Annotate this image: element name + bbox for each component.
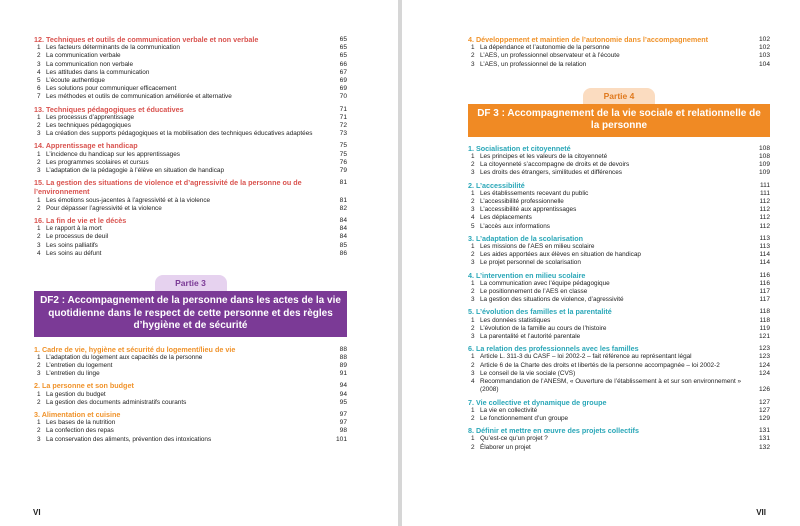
toc-entry-number: 7 bbox=[37, 93, 41, 101]
toc-entry-text: Les soins au défunt bbox=[46, 249, 102, 257]
toc-entry-text: La communication verbale bbox=[46, 52, 121, 60]
toc-entry-number: 3 bbox=[471, 206, 475, 214]
right-toc bbox=[468, 35, 770, 455]
toc-page-number: 116 bbox=[759, 279, 770, 287]
toc-entry-text: L’AES, un professionnel de la relation bbox=[480, 60, 587, 68]
toc-section-title[interactable] bbox=[468, 271, 770, 280]
toc-page-number: 91 bbox=[339, 370, 347, 378]
toc-entry-text: La communication non verbale bbox=[46, 60, 134, 68]
toc-section-title-text: 5. L’évolution des familles et la parentalité bbox=[468, 307, 612, 317]
toc-entry[interactable] bbox=[34, 159, 347, 167]
toc-entry[interactable] bbox=[468, 415, 770, 423]
toc-page-number: 88 bbox=[339, 345, 347, 353]
toc-entry-text: Pour dépasser l’agressivité et la violence bbox=[46, 204, 162, 212]
toc-page-number: 113 bbox=[759, 234, 770, 242]
toc-entry-text: Le processus de deuil bbox=[46, 233, 109, 241]
toc-entry-number: 6 bbox=[37, 85, 41, 93]
toc-page-number: 89 bbox=[339, 361, 347, 369]
toc-entry-number: 3 bbox=[37, 130, 41, 138]
toc-section-title-text: 7. Vie collective et dynamique de groupe bbox=[468, 397, 607, 407]
toc-section-title[interactable] bbox=[34, 410, 347, 419]
toc-section-title-text: 16. La fin de vie et le décès bbox=[34, 216, 127, 226]
toc-section bbox=[468, 426, 770, 455]
toc-entry-number: 1 bbox=[471, 243, 475, 251]
toc-entry[interactable] bbox=[468, 317, 770, 325]
toc-page-number: 84 bbox=[339, 233, 347, 241]
toc-entry-number: 2 bbox=[471, 52, 475, 60]
toc-entry-text: Les émotions sous-jacentes à l’agressivité et à la violence bbox=[46, 196, 211, 204]
toc-entry-text: Recommandation de l’ANESM, « Ouverture de l’établissement à et sur son environnement » (2008) bbox=[480, 378, 742, 394]
toc-section-title-text: 1. Socialisation et citoyenneté bbox=[468, 143, 571, 153]
toc-section bbox=[34, 35, 347, 105]
toc-entry[interactable] bbox=[34, 61, 347, 69]
toc-entry-number: 4 bbox=[471, 214, 475, 222]
toc-page-number: 109 bbox=[758, 169, 770, 177]
toc-entry[interactable] bbox=[34, 44, 347, 52]
toc-entry[interactable] bbox=[468, 52, 770, 60]
toc-page-number: 127 bbox=[758, 406, 770, 414]
toc-entry-number: 3 bbox=[471, 296, 475, 304]
toc-entry-text: Les données statistiques bbox=[480, 316, 551, 324]
toc-entry-text: Élaborer un projet bbox=[480, 443, 531, 451]
toc-page-number: 119 bbox=[759, 324, 770, 332]
toc-page-number: 117 bbox=[759, 288, 770, 296]
toc-entry[interactable] bbox=[34, 197, 347, 205]
toc-entry-number: 3 bbox=[471, 259, 475, 267]
toc-section bbox=[34, 345, 347, 382]
toc-entry-text: Les aides apportées aux élèves en situation de handicap bbox=[480, 251, 641, 259]
toc-page-number: 124 bbox=[758, 361, 770, 369]
toc-entry-text: L’accès aux informations bbox=[480, 222, 550, 230]
toc-entry-text: L’AES, un professionnel observateur et à l’écoute bbox=[480, 52, 620, 60]
page-folio-right: VII bbox=[756, 508, 766, 517]
toc-page-number: 95 bbox=[339, 398, 347, 406]
toc-page-number: 81 bbox=[339, 179, 347, 187]
toc-entry-number: 1 bbox=[471, 153, 475, 161]
toc-page-number: 97 bbox=[339, 419, 347, 427]
toc-entry[interactable] bbox=[468, 198, 770, 206]
toc-page-number: 121 bbox=[758, 333, 770, 341]
toc-entry-number: 2 bbox=[37, 233, 41, 241]
toc-page-number: 98 bbox=[339, 427, 347, 435]
toc-page-number: 94 bbox=[339, 390, 347, 398]
toc-entry[interactable] bbox=[34, 242, 347, 250]
toc-entry-number: 1 bbox=[471, 316, 475, 324]
toc-section bbox=[468, 344, 770, 397]
toc-page-number: 81 bbox=[339, 196, 347, 204]
toc-entry[interactable] bbox=[468, 153, 770, 161]
toc-entry[interactable] bbox=[468, 214, 770, 222]
toc-section bbox=[468, 271, 770, 308]
toc-page-number: 71 bbox=[339, 113, 347, 121]
toc-entry-text: L’écoute authentique bbox=[46, 77, 105, 85]
toc-section bbox=[34, 381, 347, 410]
toc-entry-number: 5 bbox=[37, 77, 41, 85]
toc-entry-number: 2 bbox=[471, 324, 475, 332]
toc-entry-number: 1 bbox=[471, 189, 475, 197]
toc-entry[interactable] bbox=[34, 130, 347, 138]
toc-entry[interactable] bbox=[468, 296, 770, 304]
toc-section-title-text: 4. Développement et maintien de l’autonomie dans l’accompagnement bbox=[468, 35, 709, 44]
toc-entry-number: 2 bbox=[37, 122, 41, 130]
toc-entry[interactable] bbox=[468, 325, 770, 333]
toc-entry[interactable] bbox=[34, 93, 347, 101]
toc-entry-text: L’entretien du linge bbox=[46, 370, 100, 378]
toc-entry-number: 2 bbox=[471, 198, 475, 206]
toc-entry[interactable] bbox=[468, 61, 770, 69]
toc-entry-text: Article 6 de la Charte des droits et libertés de la personne accompagnée – loi 2002-2 bbox=[480, 361, 720, 369]
toc-section-title[interactable] bbox=[34, 178, 347, 196]
toc-entry-number: 2 bbox=[471, 443, 475, 451]
toc-page-number: 112 bbox=[759, 214, 770, 222]
toc-entry-number: 1 bbox=[471, 406, 475, 414]
toc-section-title-text: 15. La gestion des situations de violence et d’agressivité de la personne ou de l’environnement bbox=[34, 178, 302, 197]
toc-entry-number: 2 bbox=[471, 414, 475, 422]
toc-page-number: 118 bbox=[759, 316, 770, 324]
toc-entry[interactable] bbox=[468, 161, 770, 169]
toc-entry-number: 3 bbox=[37, 60, 41, 68]
toc-entry-number: 1 bbox=[37, 419, 41, 427]
toc-page-number: 111 bbox=[759, 181, 770, 189]
toc-section bbox=[34, 141, 347, 178]
toc-entry[interactable] bbox=[34, 167, 347, 175]
toc-page-number: 101 bbox=[335, 435, 347, 443]
toc-page-number: 65 bbox=[339, 44, 347, 52]
toc-section bbox=[468, 234, 770, 271]
toc-entry-number: 2 bbox=[471, 361, 475, 369]
toc-section-title[interactable] bbox=[34, 345, 347, 354]
toc-page-number: 75 bbox=[339, 150, 347, 158]
toc-page-number: 65 bbox=[339, 52, 347, 60]
toc-entry-text: Les attitudes dans la communication bbox=[46, 68, 150, 76]
toc-section-title-text: 12. Techniques et outils de communication verbale et non verbale bbox=[34, 35, 259, 44]
toc-entry[interactable] bbox=[468, 378, 770, 394]
toc-entry[interactable] bbox=[34, 399, 347, 407]
toc-entry-number: 2 bbox=[37, 361, 41, 369]
toc-section-title[interactable] bbox=[468, 344, 770, 353]
toc-page-number: 123 bbox=[758, 345, 770, 353]
toc-entry[interactable] bbox=[34, 122, 347, 130]
toc-section bbox=[468, 398, 770, 427]
toc-entry-text: La dépendance et l’autonomie de la personne bbox=[480, 44, 610, 52]
toc-entry-number: 2 bbox=[471, 251, 475, 259]
toc-page-number: 104 bbox=[758, 60, 770, 68]
toc-section bbox=[468, 144, 770, 181]
toc-section-title[interactable] bbox=[468, 181, 770, 190]
toc-entry-text: L’évolution de la famille au cours de l’histoire bbox=[480, 324, 607, 332]
toc-entry-number: 2 bbox=[37, 52, 41, 60]
toc-section bbox=[34, 216, 347, 261]
toc-entry-text: Les techniques pédagogiques bbox=[46, 122, 131, 130]
toc-entry-text: La gestion des documents administratifs courants bbox=[46, 398, 187, 406]
toc-entry[interactable] bbox=[468, 259, 770, 267]
toc-entry[interactable] bbox=[468, 280, 770, 288]
toc-page-number: 85 bbox=[339, 241, 347, 249]
toc-page-number: 112 bbox=[759, 206, 770, 214]
toc-entry[interactable] bbox=[468, 435, 770, 443]
toc-section-title[interactable] bbox=[468, 144, 770, 153]
toc-entry[interactable] bbox=[34, 151, 347, 159]
toc-entry-text: La confection des repas bbox=[46, 427, 114, 435]
toc-page-number: 118 bbox=[759, 308, 770, 316]
toc-page-number: 113 bbox=[759, 243, 770, 251]
toc-page-number: 109 bbox=[758, 161, 770, 169]
toc-entry-text: L’incidence du handicap sur les apprentissages bbox=[46, 150, 180, 158]
toc-section bbox=[34, 105, 347, 142]
toc-entry-number: 1 bbox=[37, 196, 41, 204]
toc-entry[interactable] bbox=[34, 427, 347, 435]
toc-page-number: 97 bbox=[339, 411, 347, 418]
toc-entry-number: 1 bbox=[471, 44, 475, 52]
toc-entry[interactable] bbox=[34, 233, 347, 241]
toc-page-number: 84 bbox=[339, 225, 347, 233]
toc-section-title[interactable] bbox=[34, 381, 347, 390]
toc-section-title-text: 8. Définir et mettre en œuvre des projets collectifs bbox=[468, 426, 639, 436]
toc-entry[interactable] bbox=[468, 223, 770, 231]
toc-entry-number: 1 bbox=[471, 353, 475, 361]
toc-page-number: 84 bbox=[339, 217, 347, 225]
toc-entry[interactable] bbox=[34, 77, 347, 85]
toc-entry[interactable] bbox=[468, 362, 770, 370]
toc-page-number: 76 bbox=[339, 158, 347, 166]
toc-entry[interactable] bbox=[34, 114, 347, 122]
toc-entry-text: Les missions de l’AES en milieu scolaire bbox=[480, 243, 595, 251]
left-page bbox=[0, 0, 398, 526]
toc-entry-number: 2 bbox=[37, 427, 41, 435]
toc-section-title[interactable] bbox=[468, 398, 770, 407]
toc-page-number: 123 bbox=[758, 353, 770, 361]
toc-section-title[interactable] bbox=[468, 234, 770, 243]
toc-entry-number: 2 bbox=[37, 158, 41, 166]
toc-entry-number: 3 bbox=[471, 333, 475, 341]
toc-entry[interactable] bbox=[468, 206, 770, 214]
toc-section-title[interactable] bbox=[34, 35, 347, 44]
toc-entry-text: La gestion des situations de violence, d’agressivité bbox=[480, 296, 624, 304]
toc-page-number: 129 bbox=[758, 414, 770, 422]
toc-entry[interactable] bbox=[468, 444, 770, 452]
toc-page-number: 102 bbox=[758, 36, 770, 43]
toc-page-number: 112 bbox=[759, 222, 770, 230]
toc-entry-text: Les solutions pour communiquer efficacement bbox=[46, 85, 177, 93]
toc-entry-number: 3 bbox=[37, 370, 41, 378]
toc-section bbox=[34, 178, 347, 216]
toc-entry-number: 1 bbox=[37, 113, 41, 121]
toc-entry[interactable] bbox=[468, 169, 770, 177]
toc-entry-text: La gestion du budget bbox=[46, 390, 106, 398]
toc-page-number: 114 bbox=[759, 259, 770, 267]
toc-page-number: 70 bbox=[339, 93, 347, 101]
toc-entry-number: 1 bbox=[471, 279, 475, 287]
toc-entry-text: Le rapport à la mort bbox=[46, 225, 102, 233]
toc-entry-number: 2 bbox=[37, 204, 41, 212]
toc-page-number: 86 bbox=[339, 249, 347, 257]
toc-entry-text: Les processus d’apprentissage bbox=[46, 113, 135, 121]
toc-page-number: 75 bbox=[339, 142, 347, 150]
toc-entry-text: Le projet personnel de scolarisation bbox=[480, 259, 581, 267]
toc-entry-text: Les droits des étrangers, similitudes et différences bbox=[480, 169, 622, 177]
left-toc bbox=[34, 35, 347, 447]
df3-banner: DF 3 : Accompagnement de la vie sociale et relationnelle de la personne bbox=[468, 104, 770, 137]
toc-section-title-text: 13. Techniques pédagogiques et éducatives bbox=[34, 104, 184, 114]
toc-section bbox=[34, 410, 347, 447]
toc-page-number: 112 bbox=[759, 198, 770, 206]
toc-entry[interactable] bbox=[468, 333, 770, 341]
toc-entry-number: 3 bbox=[37, 241, 41, 249]
toc-section bbox=[468, 35, 770, 72]
toc-page-number: 73 bbox=[339, 130, 347, 138]
toc-page-number: 82 bbox=[339, 204, 347, 212]
toc-entry[interactable] bbox=[34, 250, 347, 258]
toc-page-number: 124 bbox=[758, 369, 770, 377]
toc-entry-text: Article L. 311-3 du CASF – loi 2002-2 – fait référence au représentant légal bbox=[480, 353, 692, 361]
toc-entry-text: L’accessibilité professionnelle bbox=[480, 198, 564, 206]
toc-entry-number: 1 bbox=[471, 435, 475, 443]
toc-entry[interactable] bbox=[468, 243, 770, 251]
toc-entry-number: 1 bbox=[37, 150, 41, 158]
toc-page-number: 79 bbox=[339, 167, 347, 175]
toc-entry-number: 4 bbox=[37, 68, 41, 76]
toc-section-title[interactable] bbox=[34, 141, 347, 150]
partie-4-tab: Partie 4 bbox=[583, 88, 655, 104]
toc-section-title[interactable] bbox=[468, 35, 770, 44]
toc-page-number: 65 bbox=[339, 36, 347, 43]
toc-page-number: 117 bbox=[759, 296, 770, 304]
toc-section-title-text: 1. Cadre de vie, hygiène et sécurité du logement/lieu de vie bbox=[34, 344, 236, 354]
toc-section-title[interactable] bbox=[468, 307, 770, 316]
toc-entry-text: Les facteurs déterminants de la communication bbox=[46, 44, 180, 52]
toc-entry[interactable] bbox=[468, 190, 770, 198]
toc-section-title-text: 2. La personne et son budget bbox=[34, 381, 134, 391]
toc-entry-number: 3 bbox=[471, 169, 475, 177]
toc-entry-number: 2 bbox=[471, 288, 475, 296]
toc-section-title[interactable] bbox=[34, 105, 347, 114]
toc-section-title-text: 3. L’adaptation de la scolarisation bbox=[468, 233, 584, 243]
toc-entry-text: L’adaptation de la pédagogie à l’élève en situation de handicap bbox=[46, 167, 225, 175]
toc-entry-text: La citoyenneté s’accompagne de droits et de devoirs bbox=[480, 161, 630, 169]
toc-page-number: 103 bbox=[758, 52, 770, 60]
toc-page-number: 126 bbox=[758, 386, 770, 394]
toc-entry-number: 4 bbox=[471, 378, 475, 386]
toc-entry-text: Le conseil de la vie sociale (CVS) bbox=[480, 369, 576, 377]
toc-entry-text: La communication avec l’équipe pédagogique bbox=[480, 279, 610, 287]
toc-section-title[interactable] bbox=[468, 426, 770, 435]
toc-entry[interactable] bbox=[468, 251, 770, 259]
toc-entry-number: 3 bbox=[37, 435, 41, 443]
toc-page-number: 69 bbox=[339, 85, 347, 93]
toc-entry-text: Les bases de la nutrition bbox=[46, 419, 116, 427]
toc-entry-text: L’adaptation du logement aux capacités de la personne bbox=[46, 353, 203, 361]
toc-entry[interactable] bbox=[34, 225, 347, 233]
toc-section bbox=[468, 181, 770, 234]
toc-page-number: 88 bbox=[339, 353, 347, 361]
toc-entry-text: La création des supports pédagogiques et la mobilisation des techniques éducatives adaptées bbox=[46, 130, 313, 138]
toc-page-number: 69 bbox=[339, 77, 347, 85]
df2-banner: DF2 : Accompagnement de la personne dans les actes de la vie quotidienne dans le respect de cette personne et des règles d’hygiène et de sécurité bbox=[34, 291, 347, 337]
toc-entry-text: La conservation des aliments, prévention des intoxications bbox=[46, 435, 212, 443]
toc-entry-number: 1 bbox=[37, 44, 41, 52]
toc-entry-text: Les programmes scolaires et cursus bbox=[46, 158, 149, 166]
toc-page-number: 116 bbox=[759, 271, 770, 279]
toc-entry-text: Les déplacements bbox=[480, 214, 532, 222]
toc-page-number: 114 bbox=[759, 251, 770, 259]
toc-entry-text: Qu’est-ce qu’un projet ? bbox=[480, 435, 548, 443]
toc-page-number: 72 bbox=[339, 122, 347, 130]
toc-page-number: 131 bbox=[758, 427, 770, 435]
page-folio-left: VI bbox=[33, 508, 41, 517]
toc-entry[interactable] bbox=[468, 288, 770, 296]
toc-entry-text: La vie en collectivité bbox=[480, 406, 538, 414]
partie-3-tab: Partie 3 bbox=[155, 275, 227, 291]
toc-page-number: 94 bbox=[339, 382, 347, 390]
toc-entry-text: Le positionnement de l’AES en classe bbox=[480, 288, 588, 296]
toc-entry-number: 2 bbox=[471, 161, 475, 169]
toc-page-number: 127 bbox=[758, 398, 770, 406]
toc-entry-text: L’entretien du logement bbox=[46, 361, 113, 369]
toc-entry[interactable] bbox=[34, 52, 347, 60]
toc-entry[interactable] bbox=[34, 354, 347, 362]
toc-page-number: 131 bbox=[758, 435, 770, 443]
toc-entry-number: 1 bbox=[37, 390, 41, 398]
toc-entry-number: 1 bbox=[37, 225, 41, 233]
toc-entry-text: Le fonctionnement d’un groupe bbox=[480, 414, 569, 422]
toc-page-number: 108 bbox=[758, 144, 770, 152]
toc-entry[interactable] bbox=[468, 370, 770, 378]
toc-entry[interactable] bbox=[468, 44, 770, 52]
toc-page-number: 102 bbox=[758, 44, 770, 52]
toc-section-title-text: 14. Apprentissage et handicap bbox=[34, 141, 138, 151]
toc-entry-number: 3 bbox=[37, 167, 41, 175]
toc-page-number: 66 bbox=[339, 60, 347, 68]
toc-entry[interactable] bbox=[34, 362, 347, 370]
toc-entry-text: La parentalité et l’autorité parentale bbox=[480, 333, 581, 341]
toc-entry-number: 4 bbox=[37, 249, 41, 257]
toc-page-number: 132 bbox=[758, 443, 770, 451]
toc-page-number: 71 bbox=[339, 105, 347, 113]
toc-entry[interactable] bbox=[34, 69, 347, 77]
toc-section bbox=[468, 307, 770, 344]
toc-entry[interactable] bbox=[34, 419, 347, 427]
toc-page-number: 111 bbox=[759, 189, 770, 197]
toc-entry[interactable] bbox=[468, 353, 770, 361]
toc-entry-number: 5 bbox=[471, 222, 475, 230]
toc-entry-text: L’accessibilité aux apprentissages bbox=[480, 206, 577, 214]
toc-entry-text: Les méthodes et outils de communication améliorée et alternative bbox=[46, 93, 232, 101]
toc-entry-number: 1 bbox=[37, 353, 41, 361]
toc-page-number: 67 bbox=[339, 68, 347, 76]
toc-entry[interactable] bbox=[468, 407, 770, 415]
toc-entry-number: 3 bbox=[471, 60, 475, 68]
toc-entry-text: Les soins palliatifs bbox=[46, 241, 98, 249]
toc-entry-number: 3 bbox=[471, 369, 475, 377]
right-page bbox=[402, 0, 800, 526]
toc-section-title-text: 2. L’accessibilité bbox=[468, 180, 525, 190]
toc-entry-text: Les établissements recevant du public bbox=[480, 189, 589, 197]
toc-entry[interactable] bbox=[34, 85, 347, 93]
toc-entry[interactable] bbox=[34, 436, 347, 444]
toc-section-title-text: 6. La relation des professionnels avec les familles bbox=[468, 344, 639, 354]
toc-entry-text: Les principes et les valeurs de la citoyenneté bbox=[480, 153, 608, 161]
toc-section-title[interactable] bbox=[34, 216, 347, 225]
toc-entry[interactable] bbox=[34, 370, 347, 378]
toc-section-title-text: 3. Alimentation et cuisine bbox=[34, 410, 121, 419]
toc-entry-number: 2 bbox=[37, 398, 41, 406]
toc-section-title-text: 4. L’intervention en milieu scolaire bbox=[468, 270, 586, 280]
toc-entry[interactable] bbox=[34, 391, 347, 399]
toc-page-number: 108 bbox=[758, 153, 770, 161]
toc-entry[interactable] bbox=[34, 205, 347, 213]
